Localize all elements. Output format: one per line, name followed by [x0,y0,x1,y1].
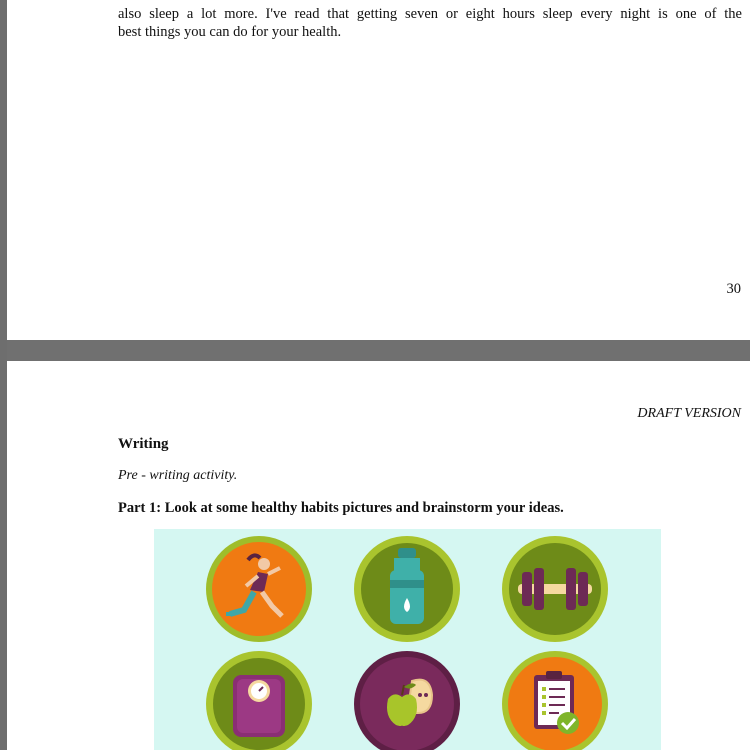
subheading: Pre - writing activity. [118,468,238,483]
document-page-30 [7,0,750,340]
checklist-clipboard-icon [502,651,608,750]
draft-label: DRAFT VERSION [637,406,741,421]
section-heading: Writing [118,436,169,452]
page-gap [7,340,750,361]
water-bottle-icon [354,536,460,642]
paragraph-line: best things you can do for your health. [118,24,342,40]
paragraph-line: also sleep a lot more. I've read that getting seven or eight hours sleep every night is one of the [118,6,742,22]
apples-icon [354,651,460,750]
running-person-icon [206,536,312,642]
instruction: Part 1: Look at some healthy habits pictures and brainstorm your ideas. [118,500,564,516]
weight-scale-icon [206,651,312,750]
body-paragraph [118,5,742,41]
document-page-31 [7,361,750,750]
healthy-habits-illustration [154,529,661,750]
page-number: 30 [726,281,741,297]
dumbbell-icon [502,536,608,642]
